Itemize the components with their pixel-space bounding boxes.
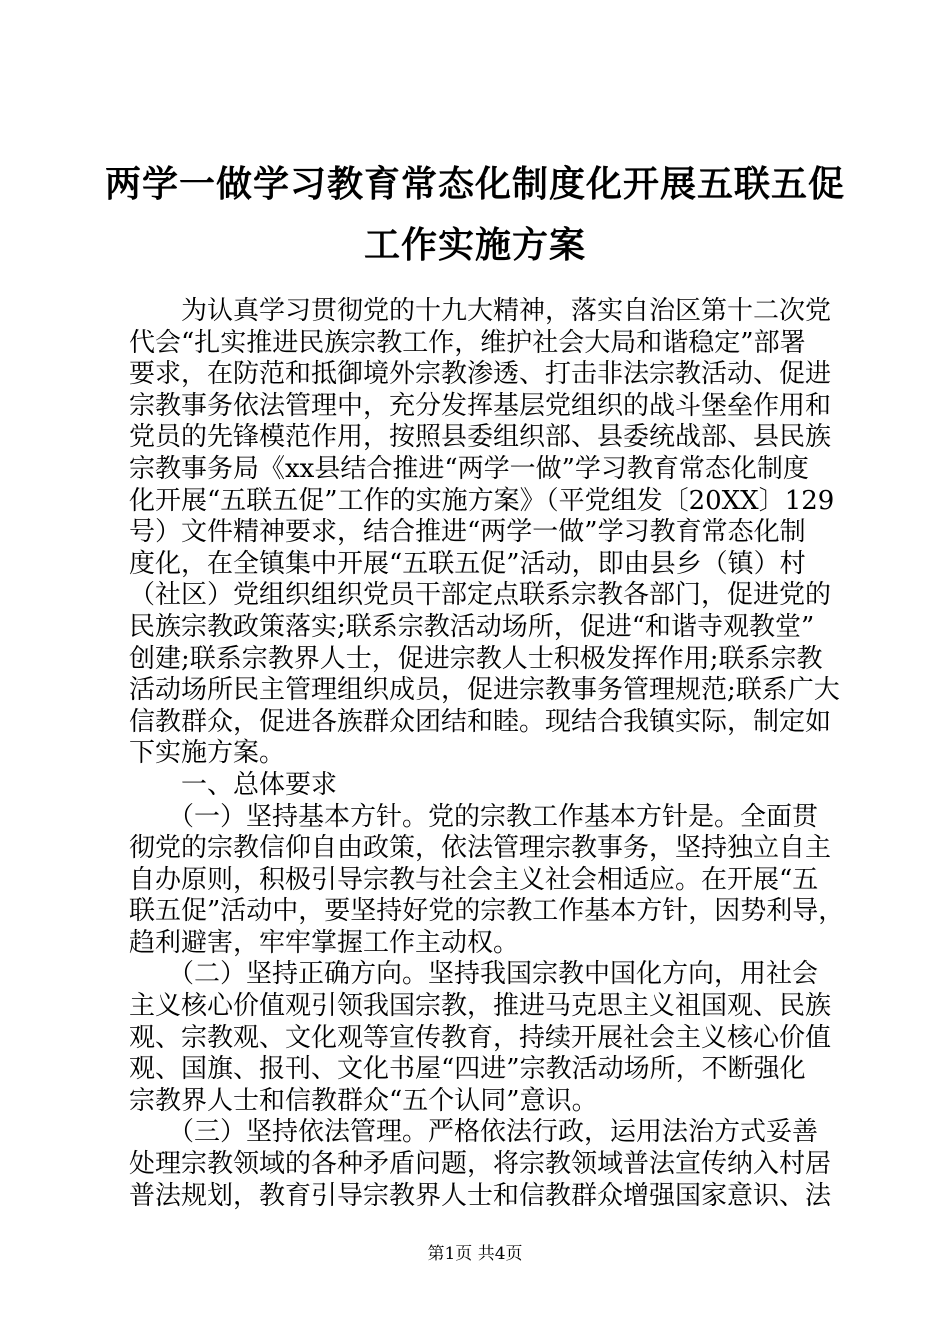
section-heading: 一、总体要求 — [129, 769, 338, 800]
body-line: 为认真学习贯彻党的十九大精神，落实自治区第十二次党 — [129, 296, 832, 326]
page-number-footer: 第1页 共4页 — [427, 1244, 523, 1264]
body-line: 趋利避害，牢牢掌握工作主动权。 — [129, 927, 520, 958]
body-line: 化开展“五联五促”工作的实施方案》（平党组发〔20XX〕129 — [129, 485, 835, 516]
document-title-line-2: 工作实施方案 — [363, 224, 586, 266]
body-line: 观、宗教观、文化观等宣传教育，持续开展社会主义核心价值 — [129, 1022, 832, 1053]
body-line: （社区）党组织组织党员干部定点联系宗教各部门，促进党的 — [129, 580, 832, 611]
body-line: 宗教事务局《xx县结合推进“两学一做”学习教育常态化制度 — [129, 453, 809, 484]
body-line: 观、国旗、报刊、文化书屋“四进”宗教活动场所，不断强化 — [129, 1054, 806, 1085]
body-line: 创建;联系宗教界人士，促进宗教人士积极发挥作用;联系宗教 — [129, 643, 823, 674]
body-line: 普法规划，教育引导宗教界人士和信教群众增强国家意识、法 — [129, 1180, 832, 1211]
document-body — [129, 296, 845, 1212]
body-line: 民族宗教政策落实;联系宗教活动场所，促进“和谐寺观教堂” — [129, 611, 815, 642]
body-line: （二）坚持正确方向。坚持我国宗教中国化方向，用社会 — [129, 959, 819, 990]
body-line: 彻党的宗教信仰自由政策，依法管理宗教事务，坚持独立自主 — [129, 833, 832, 864]
body-line: 要求，在防范和抵御境外宗教渗透、打击非法宗教活动、促进 — [129, 359, 832, 390]
body-line: 自办原则，积极引导宗教与社会主义社会相适应。在开展“五 — [129, 864, 819, 895]
body-line: 党员的先锋模范作用，按照县委组织部、县委统战部、县民族 — [129, 422, 832, 453]
body-line: 活动场所民主管理组织成员，促进宗教事务管理规范;联系广大 — [129, 675, 840, 706]
body-line: 主义核心价值观引领我国宗教，推进马克思主义祖国观、民族 — [129, 991, 832, 1022]
document-title-line-1: 两学一做学习教育常态化制度化开展五联五促 — [104, 163, 845, 205]
body-line: 宗教事务依法管理中，充分发挥基层党组织的战斗堡垒作用和 — [129, 390, 832, 421]
body-line: （一）坚持基本方针。党的宗教工作基本方针是。全面贯 — [129, 801, 819, 832]
body-line: （三）坚持依法管理。严格依法行政，运用法治方式妥善 — [129, 1117, 819, 1148]
body-line: 联五促”活动中，要坚持好党的宗教工作基本方针，因势利导， — [129, 896, 845, 927]
body-line: 宗教界人士和信教群众“五个认同”意识。 — [129, 1085, 598, 1116]
body-line: 下实施方案。 — [129, 738, 286, 769]
body-line: 代会“扎实推进民族宗教工作，维护社会大局和谐稳定”部署 — [129, 327, 806, 358]
body-line: 号）文件精神要求，结合推进“两学一做”学习教育常态化制 — [129, 517, 806, 548]
body-line: 度化，在全镇集中开展“五联五促”活动，即由县乡（镇）村 — [129, 548, 806, 579]
body-line: 处理宗教领域的各种矛盾问题，将宗教领域普法宣传纳入村居 — [129, 1149, 832, 1180]
body-line: 信教群众，促进各族群众团结和睦。现结合我镇实际，制定如 — [129, 706, 832, 737]
